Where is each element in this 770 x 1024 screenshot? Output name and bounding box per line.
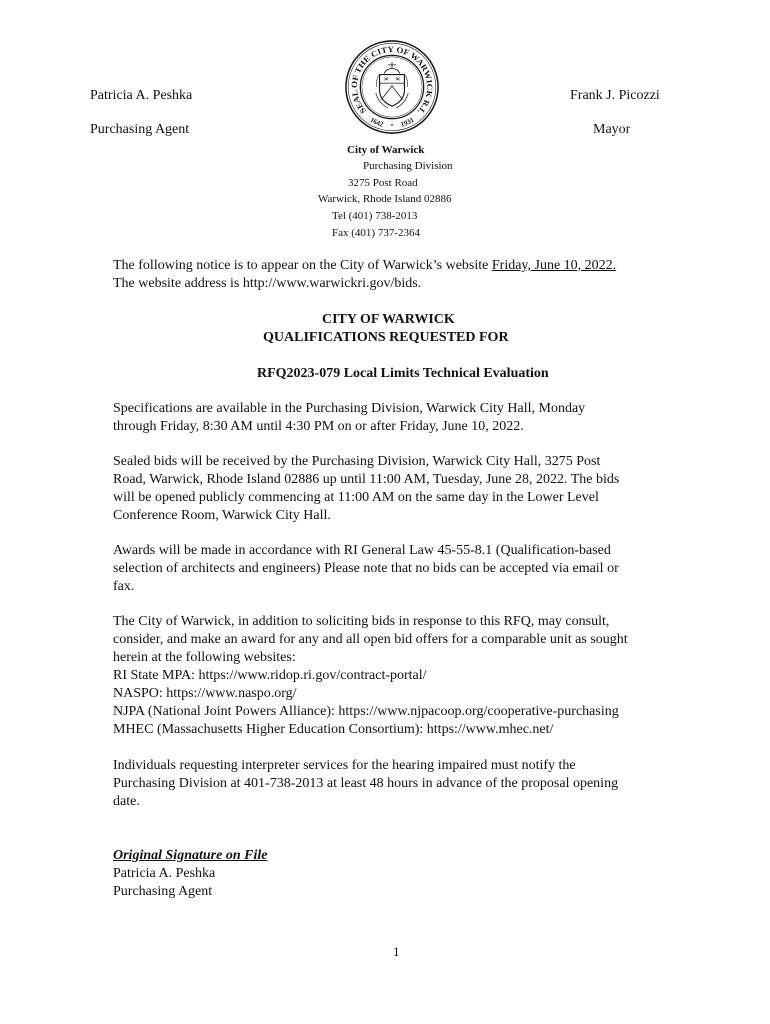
intro-line: The website address is http://www.warwickri.gov/bids. <box>113 276 422 291</box>
intro-line <box>113 257 616 275</box>
page-number: 1 <box>393 944 400 959</box>
paragraph-line: Awards will be made in accordance with RI General Law 45-55-8.1 (Qualification-based <box>113 543 611 558</box>
city-seal <box>344 39 440 135</box>
paragraph-line: will be opened publicly commencing at 11:00 AM on the same day in the Lower Level <box>113 490 599 505</box>
seal-year-left: 1642 <box>368 115 385 129</box>
website-entry-mhec: MHEC (Massachusetts Higher Education Consortium): https://www.mhec.net/ <box>113 722 554 737</box>
paragraph-line: through Friday, 8:30 AM until 4:30 PM on or after Friday, June 10, 2022. <box>113 419 524 434</box>
signature-title: Purchasing Agent <box>113 884 213 899</box>
address-fax: Fax (401) 737-2364 <box>332 227 420 239</box>
mayor-name: Frank J. Picozzi <box>570 88 660 103</box>
address-street: 3275 Post Road <box>348 177 418 189</box>
address-tel: Tel (401) 738-2013 <box>332 210 418 222</box>
seal-legend: SEAL OF THE CITY OF WARWICK R.I. <box>349 44 435 116</box>
paragraph-line: Specifications are available in the Purchasing Division, Warwick City Hall, Monday <box>113 401 586 416</box>
paragraph-line: selection of architects and engineers) Please note that no bids can be accepted via email or <box>113 561 619 576</box>
paragraph-line: The City of Warwick, in addition to soliciting bids in response to this RFQ, may consult, <box>113 614 610 629</box>
paragraph-line: Purchasing Division at 401-738-2013 at least 48 hours in advance of the proposal opening <box>113 776 619 791</box>
agent-title: Purchasing Agent <box>90 122 190 137</box>
heading-city: CITY OF WARWICK <box>322 312 455 327</box>
seal-year-right: 1931 <box>399 115 416 129</box>
paragraph-line: date. <box>113 794 140 809</box>
seal-dot <box>391 124 393 126</box>
heading-qualifications: QUALIFICATIONS REQUESTED FOR <box>263 330 509 345</box>
website-entry-naspo: NASPO: https://www.naspo.org/ <box>113 686 297 701</box>
paragraph-line: Sealed bids will be received by the Purchasing Division, Warwick City Hall, 3275 Post <box>113 454 601 469</box>
cooperative-paragraph <box>113 613 628 739</box>
intro-paragraph <box>113 257 616 293</box>
interpreter-paragraph <box>113 757 618 811</box>
intro-text: The following notice is to appear on the City of Warwick’s website <box>113 258 492 273</box>
sealed-bids-paragraph <box>113 453 619 525</box>
signature-block <box>113 847 267 901</box>
address-division: Purchasing Division <box>363 160 453 172</box>
mayor-title: Mayor <box>593 122 631 137</box>
paragraph-line: Road, Warwick, Rhode Island 02886 up until 11:00 AM, Tuesday, June 28, 2022. The bids <box>113 472 620 487</box>
paragraph-line: Individuals requesting interpreter services for the hearing impaired must notify the <box>113 758 576 773</box>
signature-name: Patricia A. Peshka <box>113 866 216 881</box>
paragraph-line: fax. <box>113 579 135 594</box>
address-org: City of Warwick <box>347 144 425 156</box>
agent-name: Patricia A. Peshka <box>90 88 193 103</box>
address-city: Warwick, Rhode Island 02886 <box>318 193 452 205</box>
heading-rfq-title: RFQ2023-079 Local Limits Technical Evaluation <box>257 366 549 381</box>
paragraph-line: consider, and make an award for any and all open bid offers for a comparable unit as sought <box>113 632 628 647</box>
paragraph-line: Conference Room, Warwick City Hall. <box>113 508 331 523</box>
signature-note: Original Signature on File <box>113 848 268 863</box>
specifications-paragraph <box>113 400 585 436</box>
awards-paragraph <box>113 542 619 596</box>
paragraph-line: herein at the following websites: <box>113 650 296 665</box>
publish-date: Friday, June 10, 2022. <box>491 258 617 273</box>
website-entry-ri-state-mpa: RI State MPA: https://www.ridop.ri.gov/contract-portal/ <box>113 668 427 683</box>
website-entry-njpa: NJPA (National Joint Powers Alliance): https://www.njpacoop.org/cooperative-purchasing <box>113 704 619 719</box>
